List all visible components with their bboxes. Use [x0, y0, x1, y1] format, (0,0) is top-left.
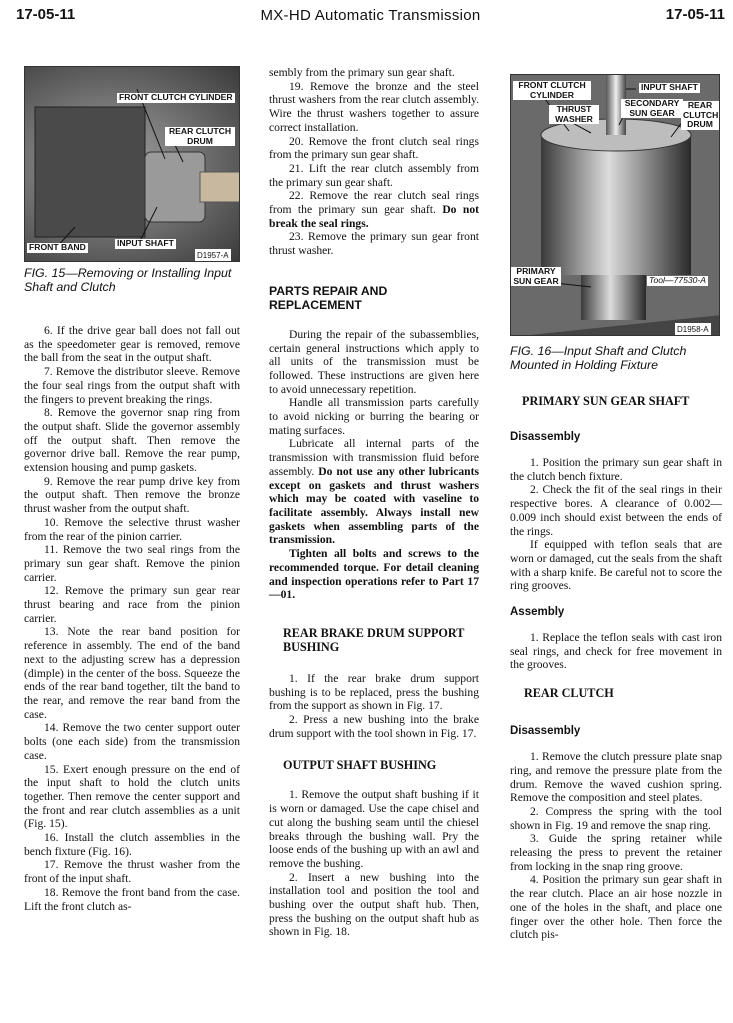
page-number-right: 17-05-11: [665, 6, 725, 23]
step-17: 17. Remove the thrust washer from the front of the input shaft.: [24, 858, 240, 886]
parts-para-2: Handle all transmission parts carefully to avoid nicking or burring the bearing or mating surfaces.: [269, 396, 479, 437]
step-18: 18. Remove the front band from the case. Lift the front clutch as-: [24, 885, 240, 913]
osb-step-1: 1. Remove the output shaft bushing if it is worn or damaged. Use the cape chisel and cut along the bushing seam until the chiesel breaks through the bushing wall. Pry the loose ends of the bushing up with an awl and remove the bushing.: [269, 788, 479, 870]
rc-step-2: 2. Compress the spring with the tool shown in Fig. 19 and remove the snap ring.: [510, 804, 722, 832]
step-14: 14. Remove the two center support outer bolts (one each side) from the transmission case.: [24, 721, 240, 762]
fig16-label-secondary-sun-gear: SECONDARY SUN GEAR: [621, 99, 683, 118]
step-20: 20. Remove the front clutch seal rings from the primary sun gear shaft.: [269, 134, 479, 162]
figure-15-caption: FIG. 15—Removing or Installing Input Shaft and Clutch: [24, 266, 232, 294]
step-23: 23. Remove the primary sun gear front thrust washer.: [269, 230, 479, 258]
page-header: [16, 6, 725, 30]
heading-rear-clutch: REAR CLUTCH: [524, 686, 614, 701]
step-15: 15. Exert enough pressure on the end of the input shaft to hold the clutch units together. Then remove the center support and the front and rear clutch assemblies as a unit (Fig. 15).: [24, 762, 240, 831]
step-22: 22. Remove the rear clutch seal rings from the primary sun gear shaft. Do not break the seal rings.: [269, 189, 479, 230]
rbd-step-1: 1. If the rear brake drum support bushing is to be replaced, press the bushing from the support as shown in Fig. 17.: [269, 671, 479, 713]
parts-para-3: Lubricate all internal parts of the transmission with transmission fluid before assembly. Do not use any other lubricants except on gaskets and thrust washers which may be coated with vaseline to facilitate assembly. Always install new gaskets when assembling parts of the transmission.: [269, 437, 479, 547]
step-19: 19. Remove the bronze and the steel thrust washers from the rear clutch assembly. Wire the thrust washers together to assure correct installation.: [269, 79, 479, 134]
fig16-label-primary-sun-gear: PRIMARY SUN GEAR: [511, 267, 561, 286]
fig16-label-thrust-washer: THRUST WASHER: [549, 105, 599, 124]
fig16-label-input-shaft: INPUT SHAFT: [641, 82, 698, 92]
heading-primary-sun-gear-shaft: PRIMARY SUN GEAR SHAFT: [522, 394, 690, 408]
psg-dis-step-2: 2. Check the fit of the seal rings in their respective bores. A clearance of 0.002—0.009 inch should exist between the ends of the rings.: [510, 483, 722, 538]
heading-disassembly-2: Disassembly: [510, 725, 581, 738]
step-9: 9. Remove the rear pump drive key from the output shaft. Then remove the bronze thrust washer from the output shaft.: [24, 474, 240, 516]
step-7: 7. Remove the distributor sleeve. Remove the four seal rings from the output shaft with the fingers to prevent breaking the rings.: [24, 365, 240, 406]
fig16-label-rear-clutch-drum: REAR CLUTCH DRUM: [683, 100, 719, 130]
column-2: [269, 66, 479, 939]
step-12: 12. Remove the primary sun gear rear thrust bearing and race from the pinion carrier.: [24, 584, 240, 625]
fig15-label-front-band: FRONT BAND: [29, 242, 86, 252]
heading-rear-brake-drum: REAR BRAKE DRUM SUPPORT BUSHING: [283, 625, 465, 654]
parts-para-1: During the repair of the subassemblies, certain general instructions which apply to all units of the transmission must be followed. These instructions are given here to avoid unnecessary repetition.: [269, 327, 479, 396]
step-21: 21. Lift the rear clutch assembly from the primary sun gear shaft.: [269, 161, 479, 189]
step-10: 10. Remove the selective thrust washer from the rear of the pinion carrier.: [24, 515, 240, 543]
rbd-step-2: 2. Press a new bushing into the brake drum support with the tool shown in Fig. 17.: [269, 713, 479, 740]
heading-output-shaft-bushing: OUTPUT SHAFT BUSHING: [283, 758, 437, 773]
fig15-id: D1957-A: [195, 249, 231, 262]
osb-step-2: 2. Insert a new bushing into the installation tool and position the tool and bushing over the output shaft hub. Then, press the bushing on the output shaft hub as shown in Fig. 18.: [269, 870, 479, 939]
fig16-id: D1958-A: [675, 323, 711, 336]
fig15-label-front-clutch-cylinder: FRONT CLUTCH CYLINDER: [119, 92, 233, 102]
column-1: [24, 66, 240, 913]
fig15-label-input-shaft: INPUT SHAFT: [117, 238, 174, 248]
figure-15-photo: [24, 66, 240, 262]
rc-step-1: 1. Remove the clutch pressure plate snap ring, and remove the pressure plate from the drum. Remove the waved cushion spring. Remove the composition and steel plates.: [510, 750, 722, 805]
fig16-label-tool: Tool—77530-A: [649, 275, 707, 285]
rc-step-4: 4. Position the primary sun gear shaft in the rear clutch. Place an air hose nozzle in one of the holes in the shaft, and place one finger over the other hole. Then force the clutch pis-: [510, 873, 722, 942]
page-number-left: 17-05-11: [16, 6, 76, 23]
step-22-warning: Do not break the seal rings.: [269, 203, 479, 230]
step-6: 6. If the drive gear ball does not fall out as the speedometer gear is removed, remove the ball from the seat in the output shaft.: [24, 324, 240, 365]
psg-dis-step-1: 1. Position the primary sun gear shaft in the clutch bench fixture.: [510, 456, 722, 483]
page-title: MX-HD Automatic Transmission: [260, 7, 481, 24]
heading-disassembly-1: Disassembly: [510, 431, 581, 443]
column-3: [510, 74, 722, 942]
step-13: 13. Note the rear band position for reference in assembly. The end of the band next to the adjusting screw has a depression (dimple) in the center of the boss. Squeeze the ends of the rear band together, tilt the band to the rear, and remove the rear band from the case.: [24, 625, 240, 721]
parts-para-4: Tighten all bolts and screws to the recommended torque. For detail cleaning and inspection operations refer to Part 17—01.: [269, 547, 479, 602]
heading-assembly: Assembly: [510, 606, 565, 619]
figure-16-photo: [510, 74, 720, 336]
step-16: 16. Install the clutch assemblies in the bench fixture (Fig. 16).: [24, 831, 240, 858]
psg-dis-note: If equipped with teflon seals that are worn or damaged, cut the seals from the shaft with a sharp knife. Be careful not to score the ring grooves.: [510, 538, 722, 593]
parts-para-3-bold: Do not use any other lubricants except on gaskets and thrust washers which may be coated with vaseline to facilitate assembly. Always install new gaskets when assembling parts of the transmission.: [269, 464, 479, 547]
step-18-continued: sembly from the primary sun gear shaft.: [269, 66, 455, 79]
step-8: 8. Remove the governor snap ring from the output shaft. Slide the governor assembly off the output shaft. Then remove the governor drive ball. Remove the rear pump, extension housing and pump gaskets.: [24, 406, 240, 475]
fig15-label-rear-clutch-drum: REAR CLUTCH DRUM: [165, 127, 235, 146]
step-11: 11. Remove the two seal rings from the primary sun gear shaft. Remove the pinion carrier.: [24, 543, 240, 584]
fig16-label-front-clutch-cylinder: FRONT CLUTCH CYLINDER: [513, 81, 591, 100]
figure-16-caption: FIG. 16—Input Shaft and Clutch Mounted in Holding Fixture: [510, 344, 687, 372]
rc-step-3: 3. Guide the spring retainer while releasing the press to prevent the retainer from locking in the snap ring groove.: [510, 832, 722, 873]
psg-asm-step-1: 1. Replace the teflon seals with cast iron seal rings, and check for free movement in the grooves.: [510, 631, 722, 672]
heading-parts-repair: PARTS REPAIR AND REPLACEMENT: [269, 283, 388, 312]
